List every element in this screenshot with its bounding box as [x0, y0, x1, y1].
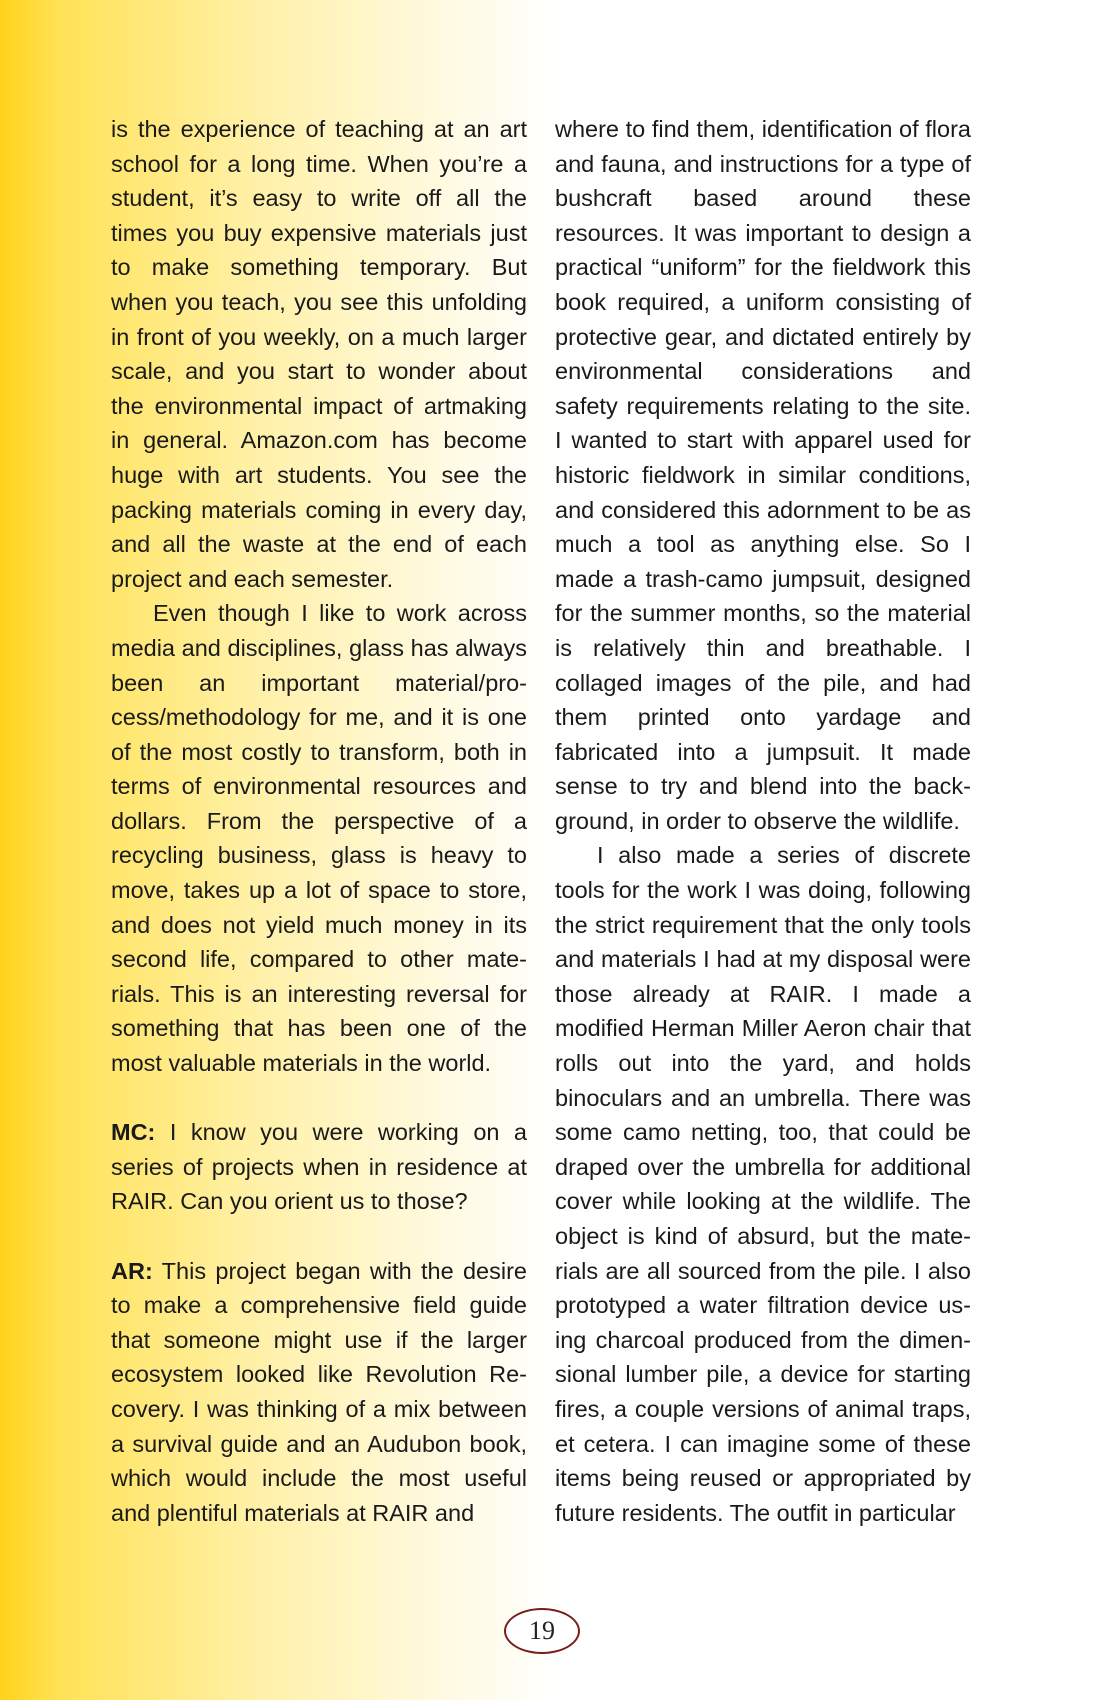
speaker-label: MC: — [111, 1119, 156, 1146]
body-paragraph: Even though I like to work across media and disciplines, glass has always been an important material/process/methodology for me, and it is one of the most costly to transform, both in terms of environmental resources and dollars. From the perspective of a recycling business, glass is heavy to move, takes up a lot of space to store, and does not yield much money in its second life, compared to other materials. This is an interesting reversal for something that has been one of the most valuable materials in the world. — [111, 600, 527, 1077]
interview-answer — [111, 1254, 527, 1531]
body-paragraph: is the experience of teaching at an art school for a long time. When you’re a student, it’s easy to write off all the times you buy expensive materials just to make something temporary. But when you teach, you see this unfolding in front of you weekly, on a much larger scale, and you start to wonder about the environmental impact of artmaking in general. Amazon.com has become huge with art students. You see the packing materials coming in every day, and all the waste at the end of each project and each semester. — [111, 116, 527, 592]
body-paragraph: where to find them, identification of flora and fauna, and instructions for a type of bushcraft based around these resources. It was important to design a practical “uniform” for the fieldwork this book required, a uniform consisting of protective gear, and dictated entirely by environmental considerations and safety requirements relating to the site. I wanted to start with apparel used for historic fieldwork in similar conditions, and considered this adornment to be as much a tool as anything else. So I made a trash-camo jumpsuit, designed for the summer months, so the material is relatively thin and breathable. I collaged images of the pile, and had them printed onto yardage and fabricated into a jumpsuit. It made sense to try and blend into the background, in order to observe the wildlife. — [555, 116, 971, 834]
body-paragraph: I also made a series of discrete tools for the work I was doing, following the strict requirement that the only tools and materials I had at my disposal were those already at RAIR. I made a modified Herman Miller Aeron chair that rolls out into the yard, and holds binoculars and an umbrella. There was some camo netting, too, that could be draped over the umbrella for additional cover while looking at the wildlife. The object is kind of absurd, but the materials are all sourced from the pile. I also prototyped a water filtration device using charcoal produced from the dimensional lumber pile, a device for starting fires, a couple versions of animal traps, et cetera. I can imagine some of these items being reused or appropriated by future residents. The outfit in particular — [555, 842, 971, 1526]
right-column — [555, 112, 971, 1530]
left-column — [111, 112, 527, 1530]
answer-text: This project began with the desire to make a comprehensive field guide that someone might use if the larger ecosystem looked like Revolution Recovery. I was thinking of a mix between a survival guide and an Audubon book, which would include the most useful and plentiful materials at RAIR and — [111, 1257, 527, 1526]
page-number-badge — [504, 1608, 580, 1654]
speaker-label: AR: — [111, 1257, 153, 1284]
page-number: 19 — [529, 1616, 555, 1645]
interview-question — [111, 1115, 527, 1219]
question-text: I know you were working on a series of projects when in residence at RAIR. Can you orient us to those? — [111, 1119, 527, 1215]
